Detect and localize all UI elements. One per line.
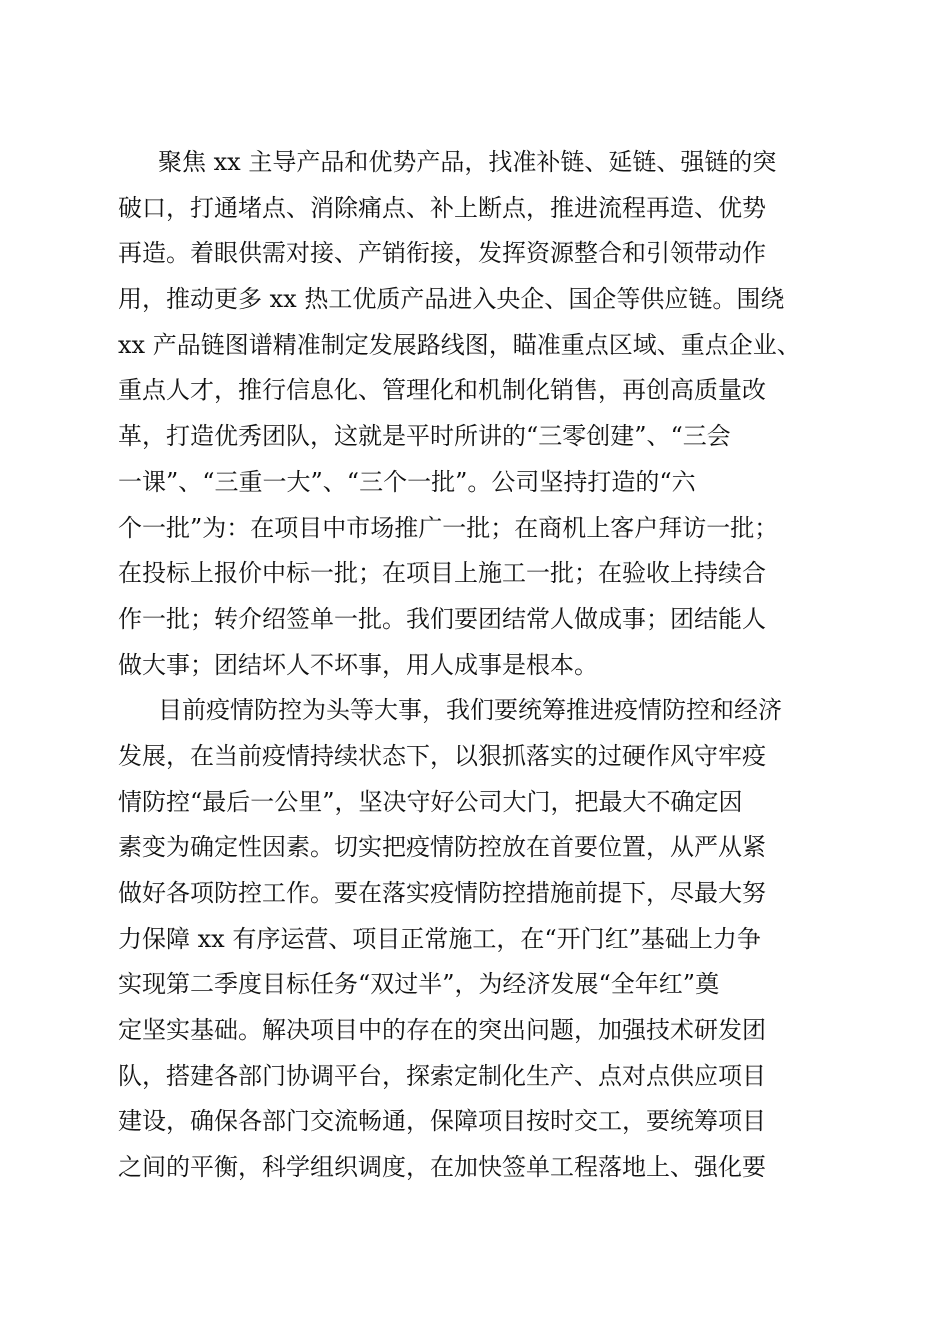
- paragraph-line: 聚焦 xx 主导产品和优势产品，找准补链、延链、强链的突: [158, 148, 777, 176]
- paragraph-line: 队，搭建各部门协调平台，探索定制化生产、点对点供应项目: [118, 1061, 766, 1090]
- paragraph-line: 建设，确保各部门交流畅通，保障项目按时交工，要统筹项目: [118, 1107, 766, 1136]
- paragraph-line: 革，打造优秀团队，这就是平时所讲的“三零创建”、“三会: [118, 422, 731, 451]
- paragraph-line: 目前疫情防控为头等大事，我们要统筹推进疫情防控和经济: [158, 696, 782, 725]
- paragraph-line: 情防控“最后一公里”，坚决守好公司大门，把最大不确定因: [118, 787, 743, 816]
- paragraph-line: 用，推动更多 xx 热工优质产品进入央企、国企等供应链。围绕: [118, 285, 785, 314]
- paragraph-line: 破口，打通堵点、消除痛点、补上断点，推进流程再造、优势: [118, 193, 766, 222]
- paragraph-line: 再造。着眼供需对接、产销衔接，发挥资源整合和引领带动作: [118, 239, 766, 268]
- paragraph-line: 一课”、“三重一大”、“三个一批”。公司坚持打造的“六: [118, 467, 696, 496]
- paragraph-line: 力保障 xx 有序运营、项目正常施工，在“开门红”基础上力争: [118, 924, 761, 953]
- paragraph-line: 素变为确定性因素。切实把疫情防控放在首要位置，从严从紧: [118, 833, 766, 862]
- paragraph-line: 在投标上报价中标一批；在项目上施工一批；在验收上持续合: [118, 559, 766, 588]
- paragraph-2: [118, 688, 838, 1191]
- paragraph-line: 重点人才，推行信息化、管理化和机制化销售，再创高质量改: [118, 376, 766, 405]
- document-body: [118, 140, 838, 1191]
- paragraph-line: 之间的平衡，科学组织调度，在加快签单工程落地上、强化要: [118, 1153, 766, 1182]
- paragraph-line: 实现第二季度目标任务“双过半”，为经济发展“全年红”奠: [118, 970, 720, 999]
- paragraph-line: 定坚实基础。解决项目中的存在的突出问题，加强技术研发团: [118, 1016, 766, 1045]
- paragraph-1: [118, 140, 838, 688]
- paragraph-line: 发展，在当前疫情持续状态下，以狠抓落实的过硬作风守牢疫: [118, 741, 766, 770]
- paragraph-line: xx 产品链图谱精准制定发展路线图，瞄准重点区域、重点企业、: [118, 330, 801, 359]
- paragraph-line: 做好各项防控工作。要在落实疫情防控措施前提下，尽最大努: [118, 879, 766, 907]
- paragraph-line: 做大事；团结坏人不坏事，用人成事是根本。: [118, 650, 598, 679]
- paragraph-line: 作一批；转介绍签单一批。我们要团结常人做成事；团结能人: [118, 604, 766, 633]
- paragraph-line: 个一批”为：在项目中市场推广一批；在商机上客户拜访一批；: [118, 513, 779, 542]
